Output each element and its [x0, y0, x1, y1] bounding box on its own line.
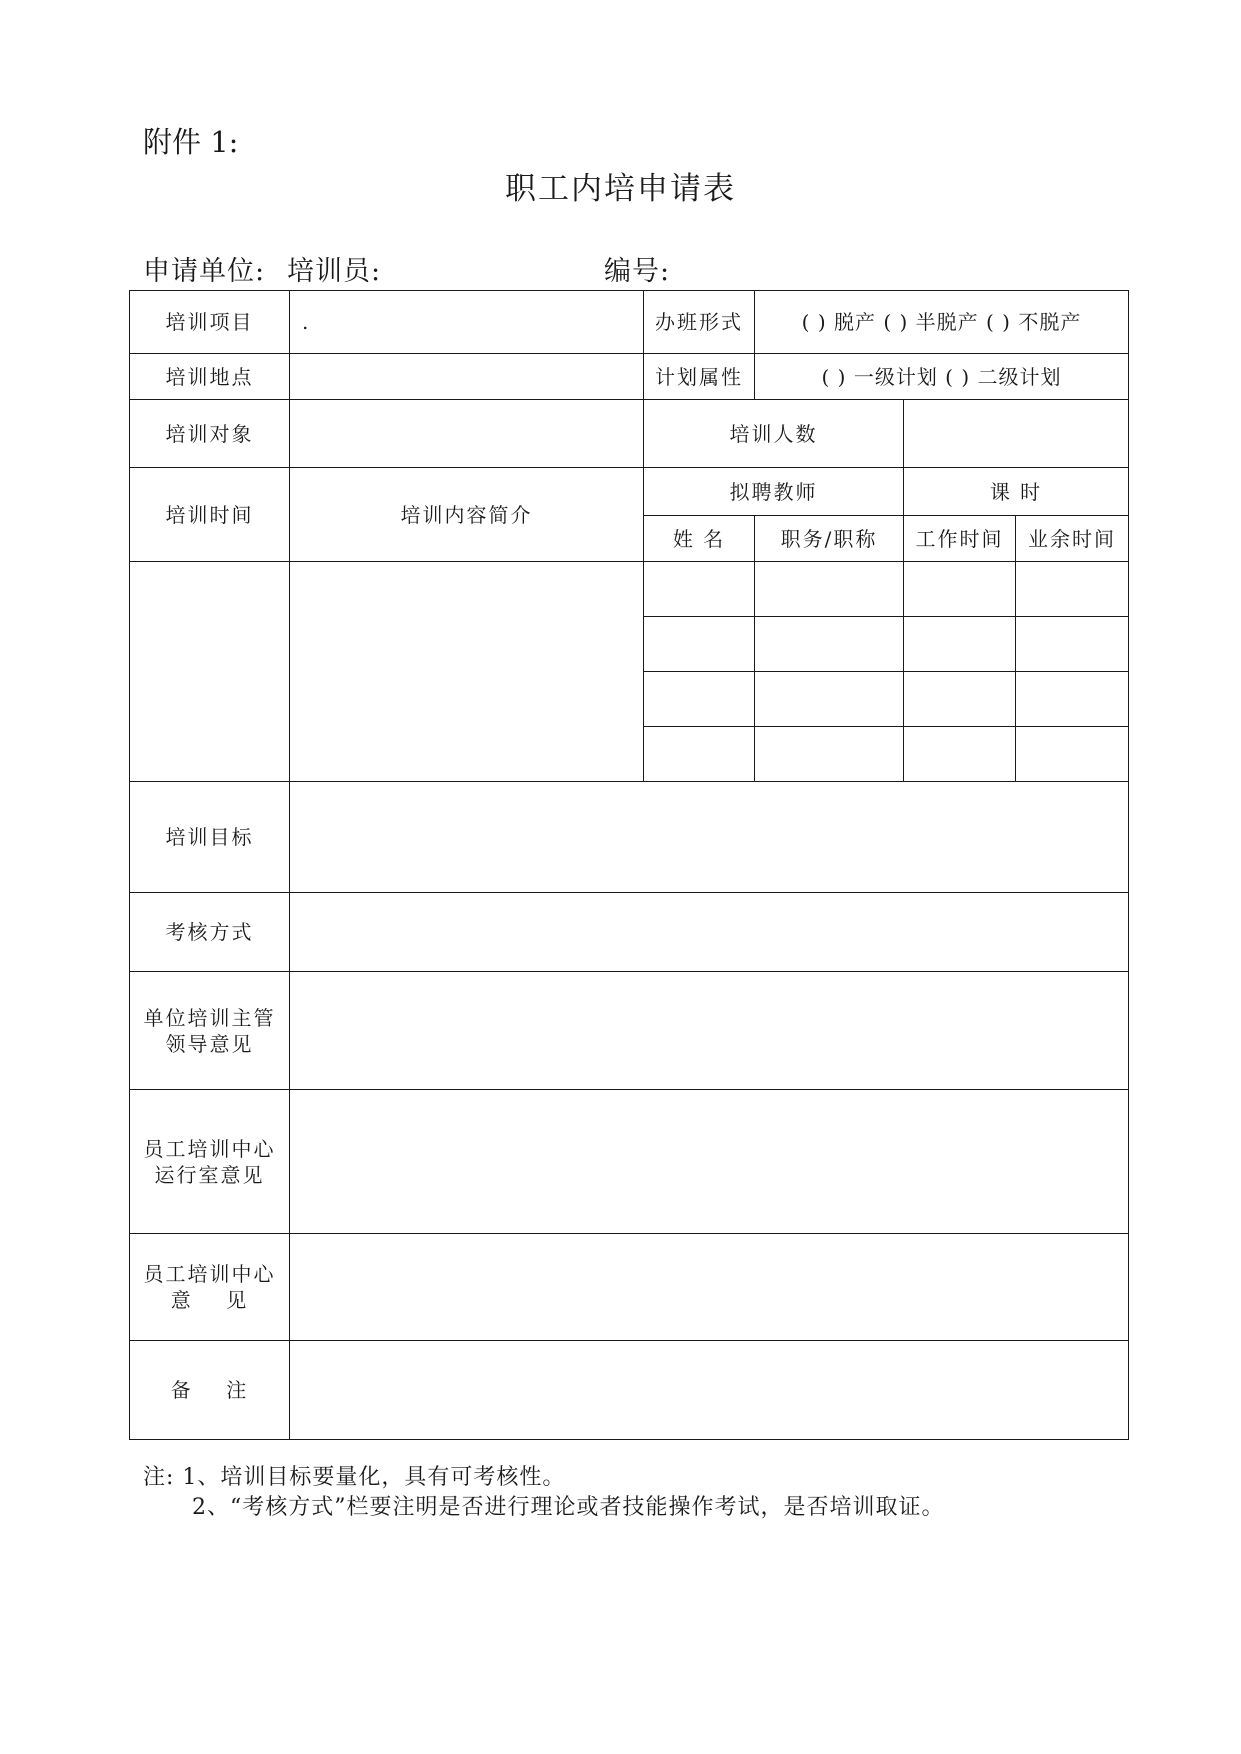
time-label: 培训时间 — [130, 468, 290, 562]
goal-field[interactable] — [290, 782, 1129, 893]
form-title: 职工内培申请表 — [505, 171, 736, 207]
center-opinion-label-line1: 员工培训中心 — [143, 1262, 276, 1286]
work-time-label: 工作时间 — [904, 516, 1016, 562]
content-field[interactable] — [290, 562, 644, 782]
remarks-label: 备 注 — [130, 1341, 290, 1440]
teacher-label: 拟聘教师 — [644, 468, 904, 516]
applicant-unit-label: 申请单位: — [143, 256, 266, 287]
plan-attr-options[interactable]: ( ) 一级计划 ( ) 二级计划 — [755, 354, 1129, 400]
class-form-options[interactable]: ( ) 脱产 ( ) 半脱产 ( ) 不脱产 — [755, 291, 1129, 354]
note-line-2: 2、“考核方式”栏要注明是否进行理论或者技能操作考试，是否培训取证。 — [192, 1495, 945, 1520]
teacher-spare-time-field[interactable] — [1016, 617, 1129, 672]
ops-opinion-field[interactable] — [290, 1090, 1129, 1234]
row-project — [130, 291, 1129, 354]
application-form-table — [129, 290, 1129, 1440]
row-unit-opinion — [130, 972, 1129, 1090]
project-label: 培训项目 — [130, 291, 290, 354]
name-label: 姓 名 — [644, 516, 755, 562]
teacher-spare-time-field[interactable] — [1016, 727, 1129, 782]
ops-opinion-label — [130, 1090, 290, 1234]
row-target — [130, 400, 1129, 468]
teacher-row — [130, 562, 1129, 617]
row-remarks — [130, 1341, 1129, 1440]
teacher-name-field[interactable] — [644, 562, 755, 617]
teacher-name-field[interactable] — [644, 617, 755, 672]
teacher-position-field[interactable] — [755, 617, 904, 672]
note-line-1: 注: 1、培训目标要量化，具有可考核性。 — [143, 1465, 566, 1490]
plan-attr-label: 计划属性 — [644, 354, 755, 400]
center-opinion-label-line2: 意 见 — [170, 1288, 249, 1312]
teacher-spare-time-field[interactable] — [1016, 672, 1129, 727]
teacher-name-field[interactable] — [644, 672, 755, 727]
ops-opinion-label-line2: 运行室意见 — [154, 1162, 265, 1187]
location-label: 培训地点 — [130, 354, 290, 400]
position-label: 职务/职称 — [755, 516, 904, 562]
teacher-spare-time-field[interactable] — [1016, 562, 1129, 617]
teacher-position-field[interactable] — [755, 727, 904, 782]
center-opinion-label — [130, 1234, 290, 1341]
project-value: . — [302, 310, 311, 334]
unit-opinion-field[interactable] — [290, 972, 1129, 1090]
row-goal — [130, 782, 1129, 893]
target-label: 培训对象 — [130, 400, 290, 468]
target-field[interactable] — [290, 400, 644, 468]
ops-opinion-label-line1: 员工培训中心 — [143, 1136, 276, 1161]
unit-opinion-label — [130, 972, 290, 1090]
unit-opinion-label-line1: 单位培训主管 — [143, 1005, 276, 1030]
row-ops-opinion — [130, 1090, 1129, 1234]
location-field[interactable] — [290, 354, 644, 400]
teacher-position-field[interactable] — [755, 672, 904, 727]
teacher-name-field[interactable] — [644, 727, 755, 782]
teacher-work-time-field[interactable] — [904, 727, 1016, 782]
notes — [143, 1463, 945, 1523]
headcount-label: 培训人数 — [644, 400, 904, 468]
center-opinion-field[interactable] — [290, 1234, 1129, 1341]
time-field[interactable] — [130, 562, 290, 782]
assessment-label: 考核方式 — [130, 893, 290, 972]
number-label: 编号: — [604, 256, 671, 287]
teacher-position-field[interactable] — [755, 562, 904, 617]
trainer-label: 培训员: — [287, 256, 382, 287]
teacher-work-time-field[interactable] — [904, 617, 1016, 672]
unit-opinion-label-line2: 领导意见 — [165, 1031, 254, 1056]
headcount-field[interactable] — [904, 400, 1129, 468]
project-field[interactable] — [290, 291, 644, 354]
row-center-opinion — [130, 1234, 1129, 1341]
hours-label: 课 时 — [904, 468, 1129, 516]
row-location — [130, 354, 1129, 400]
assessment-field[interactable] — [290, 893, 1129, 972]
attachment-label: 附件 1: — [143, 125, 239, 159]
class-form-label: 办班形式 — [644, 291, 755, 354]
goal-label: 培训目标 — [130, 782, 290, 893]
spare-time-label: 业余时间 — [1016, 516, 1129, 562]
teacher-work-time-field[interactable] — [904, 672, 1016, 727]
row-assessment — [130, 893, 1129, 972]
teacher-work-time-field[interactable] — [904, 562, 1016, 617]
remarks-field[interactable] — [290, 1341, 1129, 1440]
row-time-header — [130, 468, 1129, 516]
content-label: 培训内容简介 — [290, 468, 644, 562]
